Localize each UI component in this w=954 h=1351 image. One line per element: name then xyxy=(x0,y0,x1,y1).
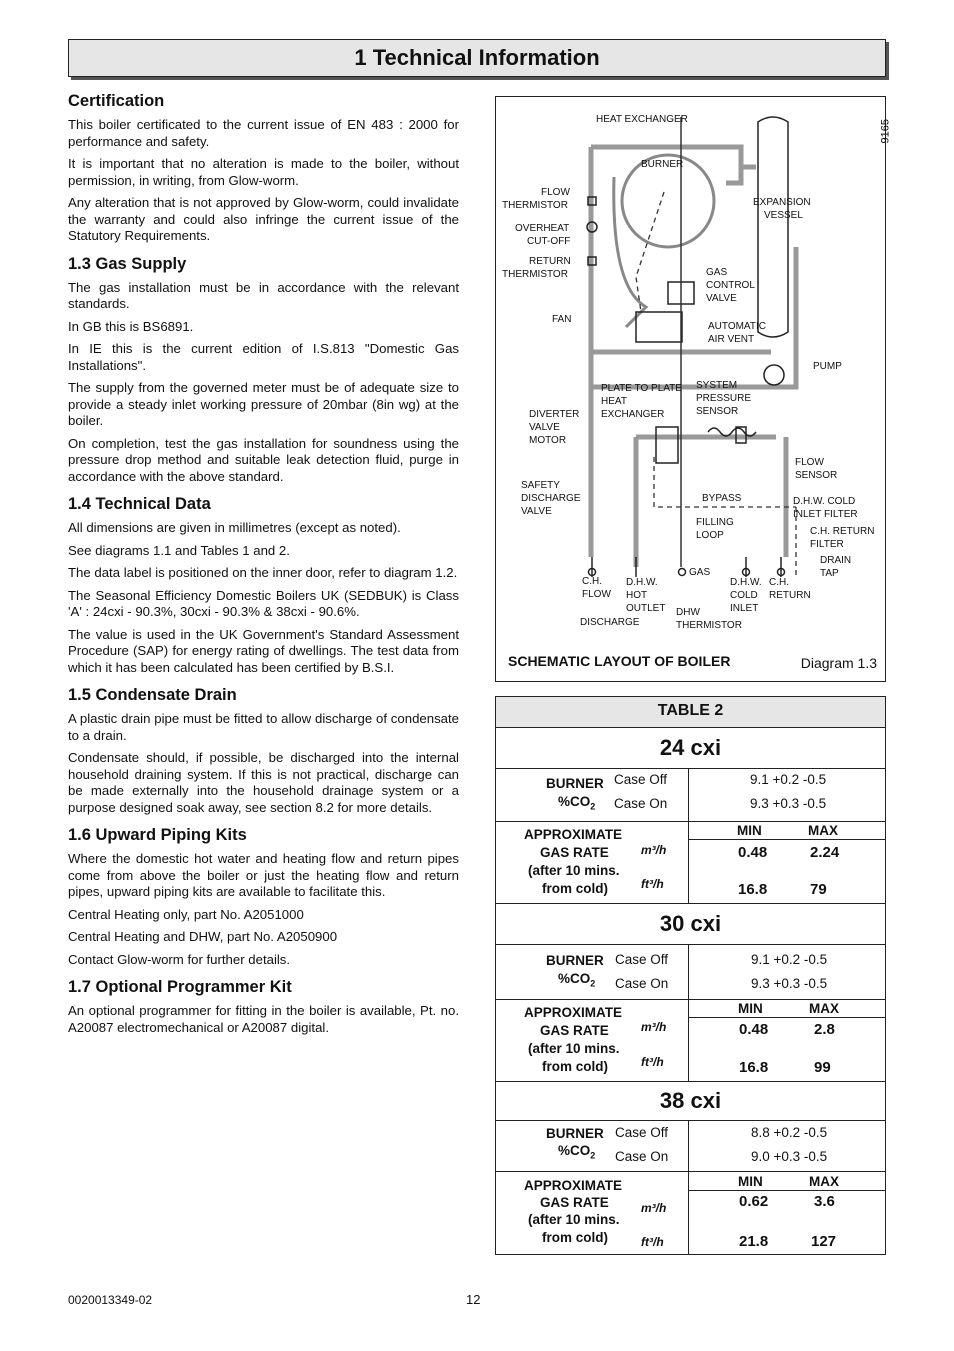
case-on-value: 9.3 +0.3 -0.5 xyxy=(750,796,827,811)
label-discharge: DISCHARGE xyxy=(521,493,581,504)
table-2 xyxy=(495,696,886,1255)
label-ch-return: C.H. RETURN xyxy=(810,526,875,537)
label-return-thermistor: THERMISTOR xyxy=(502,269,568,280)
burner-label: BURNER xyxy=(546,776,604,791)
label-discharge-b: DISCHARGE xyxy=(580,617,640,628)
co2-label: $\%CO_2$ xyxy=(558,1143,596,1161)
section-heading: 1.4 Technical Data xyxy=(68,495,211,513)
label-valve: VALVE xyxy=(706,293,737,304)
upward-piping-section xyxy=(68,826,459,968)
label-ch-flow: FLOW xyxy=(582,589,611,600)
section-heading: 1.5 Condensate Drain xyxy=(68,686,237,704)
label-heat: HEAT xyxy=(601,396,627,407)
label-air-vent: AIR VENT xyxy=(708,334,755,345)
label-pump: PUMP xyxy=(813,361,842,372)
min-header: MIN xyxy=(738,1001,763,1016)
label-hot: HOT xyxy=(626,590,648,601)
label-return-b: RETURN xyxy=(769,590,811,601)
page-number: 12 xyxy=(466,1292,481,1307)
case-off-value: 8.8 +0.2 -0.5 xyxy=(751,1125,828,1140)
label-tap: TAP xyxy=(820,568,839,579)
label-thermistor: THERMISTOR xyxy=(502,200,568,211)
paragraph: Where the domestic hot water and heating flow and return pipes come from above the boiler or just the heating flow and return pipes, upward piping kits are available to facilitate this. xyxy=(68,851,459,899)
label-burner: BURNER xyxy=(641,159,684,170)
paragraph: An optional programmer for fitting in the boiler is available, Pt. no. A20087 electromechanical or A20087 digital. xyxy=(68,1003,459,1035)
label-motor: MOTOR xyxy=(529,435,567,446)
model-title-row xyxy=(496,1082,885,1121)
label-dv-valve: VALVE xyxy=(529,422,560,433)
ft3h-unit: ft³/h xyxy=(641,1055,664,1069)
label-ch: C.H. xyxy=(582,576,602,587)
m3-min: 0.48 xyxy=(739,1021,769,1038)
paragraph: The Seasonal Efficiency Domestic Boilers UK (SEDBUK) is Class 'A' : 24cxi - 90.3%, 30cxi - 90.3% & 38cxi - 90.6%. xyxy=(68,587,459,619)
label-dhw-b: D.H.W. xyxy=(730,577,762,588)
label-gas-bottom: GAS xyxy=(689,567,711,578)
co2-label: $\%CO_2$ xyxy=(558,794,596,812)
label-outlet: OUTLET xyxy=(626,603,666,614)
certification-section xyxy=(68,92,459,245)
case-on-label: Case On xyxy=(614,796,668,811)
label-loop: LOOP xyxy=(696,530,724,541)
label-filling: FILLING xyxy=(696,517,734,528)
section-heading: 1.7 Optional Programmer Kit xyxy=(68,978,292,996)
label-return: RETURN xyxy=(529,256,571,267)
paragraph: Central Heating and DHW, part No. A2050900 xyxy=(68,929,338,944)
after-label: (after 10 mins. xyxy=(528,1212,620,1227)
label-gas: GAS xyxy=(706,267,728,278)
min-header: MIN xyxy=(738,1174,763,1189)
approx-label: APPROXIMATE xyxy=(524,1005,623,1020)
m3-max: 2.24 xyxy=(810,844,840,861)
paragraph: The data label is positioned on the inner door, refer to diagram 1.2. xyxy=(68,565,458,580)
min-header: MIN xyxy=(737,823,762,838)
table-title: TABLE 2 xyxy=(657,702,724,719)
paragraph: On completion, test the gas installation for soundness using the pressure drop method and suitable leak detection fluid, purge in accordance with the above standard. xyxy=(68,435,459,484)
ft3h-unit: ft³/h xyxy=(641,1235,664,1249)
paragraph: All dimensions are given in millimetres (except as noted). xyxy=(68,520,401,535)
m3h-unit: m³/h xyxy=(641,843,667,857)
paragraph: Central Heating only, part No. A2051000 xyxy=(68,906,304,922)
approx-label: APPROXIMATE xyxy=(524,1178,623,1193)
m3h-unit: m³/h xyxy=(641,1201,667,1215)
gas-rate-label: GAS RATE xyxy=(540,845,609,860)
label-bypass: BYPASS xyxy=(702,493,742,504)
ft3-max: 79 xyxy=(810,881,827,898)
case-off-value: 9.1 +0.2 -0.5 xyxy=(751,952,828,967)
m3-max: 2.8 xyxy=(814,1021,835,1038)
ft3h-unit: ft³/h xyxy=(641,877,664,891)
label-dhw: D.H.W. xyxy=(626,577,658,588)
document-code: 0020013349-02 xyxy=(68,1293,153,1307)
m3-min: 0.48 xyxy=(738,844,768,861)
label-plate-to-plate: PLATE TO PLATE xyxy=(601,383,682,394)
paragraph: The value is used in the UK Government's Standard Assessment Procedure (SAP) for energy rating of dwellings. The test data from which it has been calculated has been certified by B.S.I. xyxy=(68,626,459,675)
label-heat-exchanger: HEAT EXCHANGER xyxy=(596,114,688,125)
case-off-label: Case Off xyxy=(615,952,669,967)
paragraph: Any alteration that is not approved by Glow-worm, could invalidate the warranty and could also infringe the current issue of the Statutory Requirements. xyxy=(68,195,459,243)
burner-row xyxy=(496,769,885,822)
ft3-max: 127 xyxy=(811,1233,837,1250)
label-vessel: VESSEL xyxy=(764,210,803,221)
label-diverter: DIVERTER xyxy=(529,409,580,420)
diagram-caption: SCHEMATIC LAYOUT OF BOILER xyxy=(508,653,731,669)
label-exchanger: EXCHANGER xyxy=(601,409,665,420)
after-label: (after 10 mins. xyxy=(528,1041,620,1056)
label-flow-sensor-2: SENSOR xyxy=(795,470,838,481)
label-automatic: AUTOMATIC xyxy=(708,321,766,332)
section-heading: 1.3 Gas Supply xyxy=(68,254,187,273)
burner-label: BURNER xyxy=(546,1126,604,1141)
label-safety: SAFETY xyxy=(521,480,560,491)
max-header: MAX xyxy=(809,1174,839,1189)
m3h-unit: m³/h xyxy=(641,1020,667,1034)
paragraph: A plastic drain pipe must be fitted to allow discharge of condensate to a drain. xyxy=(68,711,459,743)
label-cutoff: CUT-OFF xyxy=(527,236,571,247)
label-sensor: SENSOR xyxy=(696,406,739,417)
text-column xyxy=(68,92,459,1046)
model-title-row xyxy=(496,904,885,945)
schematic-drawing xyxy=(496,97,885,681)
m3-min: 0.62 xyxy=(739,1193,769,1210)
label-dhw-therm-2: THERMISTOR xyxy=(676,620,742,631)
gas-rate-row xyxy=(496,821,885,904)
case-off-label: Case Off xyxy=(615,1125,669,1140)
max-header: MAX xyxy=(809,1001,839,1016)
m3-max: 3.6 xyxy=(814,1193,835,1210)
paragraph: The supply from the governed meter must be of adequate size to provide a steady inlet working pressure of 20mbar (8in wg) at the boiler. xyxy=(68,380,459,428)
case-on-label: Case On xyxy=(615,976,669,991)
ft3-min: 16.8 xyxy=(739,1059,769,1076)
label-flow: FLOW xyxy=(541,187,570,198)
label-expansion: EXPANSION xyxy=(753,197,811,208)
label-drain: DRAIN xyxy=(820,555,852,566)
burner-label: BURNER xyxy=(546,953,604,968)
table-header xyxy=(496,697,885,728)
section-heading: 1.6 Upward Piping Kits xyxy=(68,826,247,844)
diagram-code: 9165 xyxy=(879,119,891,144)
schematic-diagram xyxy=(495,96,891,682)
model-name: 30 cxi xyxy=(659,911,722,936)
label-pressure: PRESSURE xyxy=(696,393,752,404)
label-control: CONTROL xyxy=(706,280,755,291)
programmer-section xyxy=(68,978,459,1036)
paragraph: In IE this is the current edition of I.S.813 "Domestic Gas Installations". xyxy=(68,341,459,373)
model-name: 24 cxi xyxy=(659,735,722,760)
ft3-max: 99 xyxy=(814,1059,831,1076)
label-overheat: OVERHEAT xyxy=(515,223,570,234)
label-cold: COLD xyxy=(730,590,758,601)
label-ch-b: C.H. xyxy=(769,577,789,588)
from-cold-label: from cold) xyxy=(542,1059,608,1074)
paragraph: The gas installation must be in accordance with the relevant standards. xyxy=(68,279,459,311)
paragraph: In GB this is BS6891. xyxy=(68,318,194,334)
label-fan: FAN xyxy=(552,314,572,325)
gas-rate-row xyxy=(496,999,885,1082)
section-heading: Certification xyxy=(68,92,165,110)
label-dhw-therm: DHW xyxy=(676,607,700,618)
burner-row xyxy=(496,1121,885,1172)
burner-row xyxy=(496,945,885,1000)
model-title-row xyxy=(496,728,885,769)
paragraph: See diagrams 1.1 and Tables 1 and 2. xyxy=(68,542,290,558)
label-inlet: INLET xyxy=(730,603,759,614)
case-off-value: 9.1 +0.2 -0.5 xyxy=(750,772,827,787)
paragraph: It is important that no alteration is made to the boiler, without permission, in writing, from Glow-worm. xyxy=(68,156,459,188)
label-dhw-cold-inlet: D.H.W. COLD xyxy=(793,496,856,507)
page-title: 1 Technical Information xyxy=(354,45,600,70)
paragraph: Contact Glow-worm for further details. xyxy=(68,951,291,967)
gas-rate-label: GAS RATE xyxy=(540,1023,609,1038)
label-sd-valve: VALVE xyxy=(521,506,552,517)
model-name: 38 cxi xyxy=(659,1088,722,1113)
paragraph: Condensate should, if possible, be discharged into the internal household draining system. If this is not practical, discharge can be made externally into the household drainage system or a purpose designed soak away, see section 8.2 for more details. xyxy=(68,750,459,815)
co2-label: $\%CO_2$ xyxy=(558,971,596,989)
label-inlet-filter: INLET FILTER xyxy=(793,509,858,520)
from-cold-label: from cold) xyxy=(542,1230,608,1245)
diagram-outlines xyxy=(587,117,788,577)
ft3-min: 16.8 xyxy=(738,881,768,898)
ft3-min: 21.8 xyxy=(739,1233,769,1250)
page-banner xyxy=(68,39,886,77)
after-label: (after 10 mins. xyxy=(528,863,620,878)
diagram-number: Diagram 1.3 xyxy=(800,655,877,671)
case-on-value: 9.0 +0.3 -0.5 xyxy=(751,1149,828,1164)
max-header: MAX xyxy=(808,823,838,838)
approx-label: APPROXIMATE xyxy=(524,827,623,842)
gas-supply-section xyxy=(68,255,459,486)
case-off-label: Case Off xyxy=(614,772,668,787)
paragraph: This boiler certificated to the current issue of EN 483 : 2000 for performance and safety. xyxy=(68,117,459,149)
condensate-section xyxy=(68,686,459,816)
label-flow-sensor: FLOW xyxy=(795,457,824,468)
technical-data-section xyxy=(68,495,459,676)
case-on-label: Case On xyxy=(615,1149,669,1164)
gas-rate-label: GAS RATE xyxy=(540,1195,609,1210)
label-system: SYSTEM xyxy=(696,380,738,391)
label-filter: FILTER xyxy=(810,539,844,550)
case-on-value: 9.3 +0.3 -0.5 xyxy=(751,976,828,991)
gas-rate-row xyxy=(496,1172,885,1254)
from-cold-label: from cold) xyxy=(542,881,608,896)
